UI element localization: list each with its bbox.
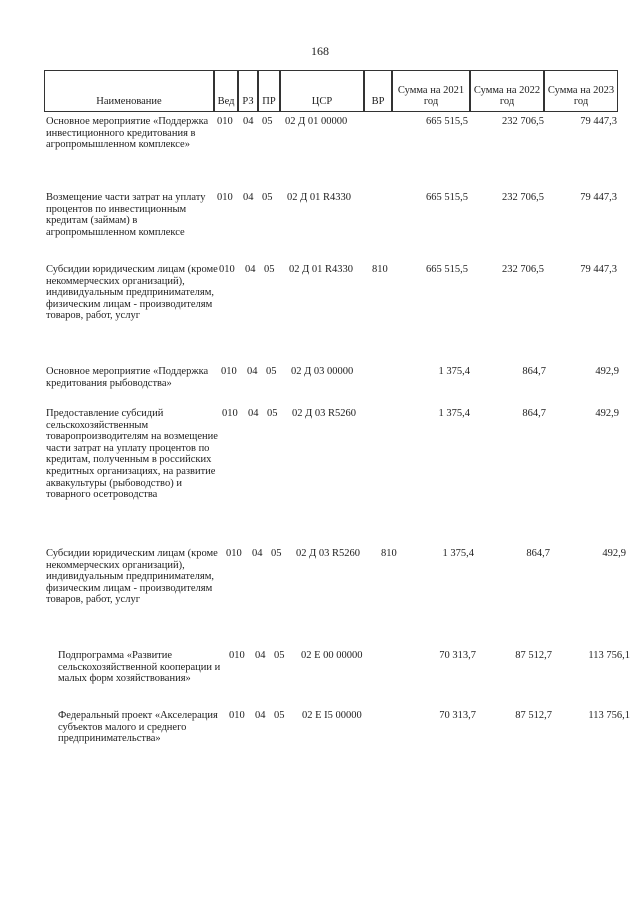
row-rz: 04 (248, 408, 259, 419)
row-pr: 05 (262, 116, 273, 127)
row-rz: 04 (255, 710, 266, 721)
header-sum-2023: Сумма на 2023 год (544, 70, 618, 112)
row-ved: 010 (221, 366, 237, 377)
row-sum-2023: 113 756,1 (588, 650, 630, 661)
row-sum-2022: 864,7 (526, 548, 550, 559)
row-name: Субсидии юридическим лицам (кроме некоммерческих организаций), индивидуальным предпринимателям, физическим лицам - производителям товаров, работ, услуг (46, 548, 218, 606)
row-sum-2022: 232 706,5 (502, 264, 544, 275)
row-rz: 04 (243, 116, 254, 127)
header-vr: ВР (364, 70, 392, 112)
page-number: 168 (311, 44, 329, 58)
row-ved: 010 (229, 710, 245, 721)
row-ved: 010 (226, 548, 242, 559)
row-sum-2023: 79 447,3 (580, 192, 617, 203)
row-sum-2022: 232 706,5 (502, 192, 544, 203)
row-csr: 02 Д 01 00000 (285, 116, 348, 127)
row-vr: 810 (381, 548, 397, 559)
row-pr: 05 (264, 264, 275, 275)
row-sum-2021: 1 375,4 (438, 366, 470, 377)
row-pr: 05 (274, 650, 285, 661)
row-rz: 04 (245, 264, 256, 275)
row-sum-2023: 113 756,1 (588, 710, 630, 721)
row-name: Федеральный проект «Акселерация субъектов малого и среднего предпринимательства» (58, 710, 218, 745)
header-name: Наименование (44, 70, 214, 112)
row-rz: 04 (243, 192, 254, 203)
row-sum-2022: 864,7 (522, 366, 546, 377)
table-header (0, 70, 640, 112)
row-ved: 010 (217, 192, 233, 203)
header-sum-2021: Сумма на 2021 год (392, 70, 470, 112)
row-rz: 04 (247, 366, 258, 377)
row-sum-2021: 665 515,5 (426, 116, 468, 127)
row-sum-2021: 665 515,5 (426, 192, 468, 203)
header-rz: РЗ (238, 70, 258, 112)
row-sum-2021: 1 375,4 (438, 408, 470, 419)
row-sum-2022: 864,7 (522, 408, 546, 419)
row-ved: 010 (229, 650, 245, 661)
row-csr: 02 Д 01 R4330 (289, 264, 354, 275)
row-name: Основное мероприятие «Поддержка инвестиционного кредитования в агропромышленном комплексе» (46, 116, 209, 151)
row-sum-2023: 492,9 (595, 366, 619, 377)
header-pr: ПР (258, 70, 280, 112)
row-sum-2021: 70 313,7 (439, 710, 476, 721)
row-pr: 05 (274, 710, 285, 721)
row-csr: 02 Д 03 R5260 (296, 548, 361, 559)
row-csr: 02 Д 03 R5260 (292, 408, 357, 419)
row-name: Предоставление субсидий сельскохозяйственным товаропроизводителям на возмещение части затрат на уплату процентов по кредитам, полученным в российских кредитных организациях, на развитие аквакультуры (рыбоводство) и товарного осетроводства (46, 408, 218, 501)
row-sum-2023: 492,9 (602, 548, 626, 559)
row-pr: 05 (266, 366, 277, 377)
row-pr: 05 (262, 192, 273, 203)
row-sum-2022: 232 706,5 (502, 116, 544, 127)
row-sum-2022: 87 512,7 (515, 650, 552, 661)
row-name: Подпрограмма «Развитие сельскохозяйственной кооперации и малых форм хозяйствования» (58, 650, 221, 685)
row-vr: 810 (372, 264, 388, 275)
row-pr: 05 (267, 408, 278, 419)
row-sum-2021: 665 515,5 (426, 264, 468, 275)
row-name: Возмещение части затрат на уплату процентов по инвестиционным кредитам (займам) в агропромышленном комплексе (46, 192, 206, 238)
row-sum-2023: 79 447,3 (580, 264, 617, 275)
row-ved: 010 (219, 264, 235, 275)
row-sum-2022: 87 512,7 (515, 710, 552, 721)
row-rz: 04 (252, 548, 263, 559)
row-ved: 010 (217, 116, 233, 127)
row-csr: 02 Е 00 00000 (301, 650, 363, 661)
row-rz: 04 (255, 650, 266, 661)
row-sum-2023: 79 447,3 (580, 116, 617, 127)
row-sum-2021: 70 313,7 (439, 650, 476, 661)
row-ved: 010 (222, 408, 238, 419)
row-csr: 02 Е I5 00000 (302, 710, 362, 721)
row-sum-2023: 492,9 (595, 408, 619, 419)
header-ved: Вед (214, 70, 238, 112)
row-name: Субсидии юридическим лицам (кроме некоммерческих организаций), индивидуальным предпринимателям, физическим лицам - производителям товаров, работ, услуг (46, 264, 218, 322)
row-csr: 02 Д 01 R4330 (287, 192, 352, 203)
header-csr: ЦСР (280, 70, 364, 112)
row-pr: 05 (271, 548, 282, 559)
row-name: Основное мероприятие «Поддержка кредитования рыбоводства» (46, 366, 209, 389)
row-csr: 02 Д 03 00000 (291, 366, 354, 377)
row-sum-2021: 1 375,4 (442, 548, 474, 559)
header-sum-2022: Сумма на 2022 год (470, 70, 544, 112)
